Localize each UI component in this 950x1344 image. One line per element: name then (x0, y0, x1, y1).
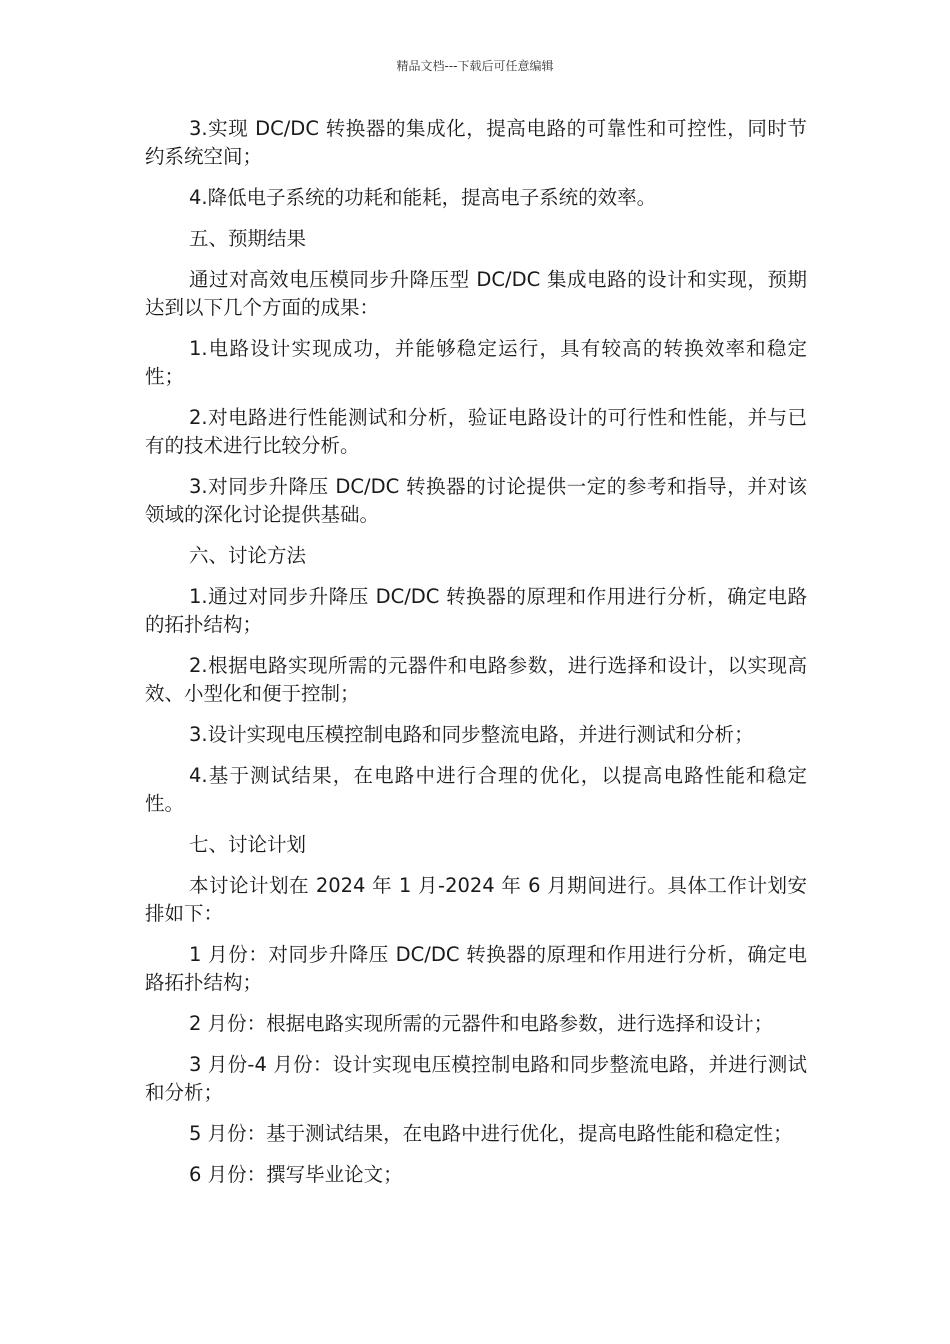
section-heading-plan: 七、讨论计划 (189, 833, 307, 856)
section-heading-methods: 六、讨论方法 (189, 544, 307, 567)
paragraph-plan-may: 5 月份：基于测试结果，在电路中进行优化，提高电路性能和稳定性； (189, 1122, 793, 1145)
paragraph-goal-3: 3.实现 DC/DC 转换器的集成化，提高电路的可靠性和可控性，同时节约系统空间； (145, 117, 807, 168)
paragraph-method-1: 1.通过对同步升降压 DC/DC 转换器的原理和作用进行分析，确定电路的拓扑结构； (145, 585, 807, 636)
page-header: 精品文档---下载后可任意编辑 (396, 59, 554, 73)
paragraph-plan-june: 6 月份：撰写毕业论文； (189, 1163, 403, 1186)
paragraph-plan-february: 2 月份：根据电路实现所需的元器件和电路参数，进行选择和设计； (189, 1012, 774, 1035)
document-body (145, 115, 807, 1202)
paragraph-results-intro: 通过对高效电压模同步升降压型 DC/DC 集成电路的设计和实现，预期达到以下几个方面的成果： (145, 268, 807, 319)
paragraph-method-4: 4.基于测试结果，在电路中进行合理的优化，以提高电路性能和稳定性。 (145, 764, 807, 815)
paragraph-plan-intro: 本讨论计划在 2024 年 1 月-2024 年 6 月期间进行。具体工作计划安排如下： (145, 874, 807, 925)
section-heading-expected-results: 五、预期结果 (189, 227, 307, 250)
paragraph-method-2: 2.根据电路实现所需的元器件和电路参数，进行选择和设计，以实现高效、小型化和便于控制； (145, 654, 807, 705)
paragraph-plan-march-april: 3 月份-4 月份：设计实现电压模控制电路和同步整流电路，并进行测试和分析； (145, 1053, 807, 1104)
paragraph-result-3: 3.对同步升降压 DC/DC 转换器的讨论提供一定的参考和指导，并对该领域的深化讨论提供基础。 (145, 475, 807, 526)
paragraph-method-3: 3.设计实现电压模控制电路和同步整流电路，并进行测试和分析； (189, 723, 754, 746)
paragraph-result-2: 2.对电路进行性能测试和分析，验证电路设计的可行性和性能，并与已有的技术进行比较分析。 (145, 406, 807, 457)
paragraph-result-1: 1.电路设计实现成功，并能够稳定运行，具有较高的转换效率和稳定性； (145, 337, 807, 388)
paragraph-plan-january: 1 月份：对同步升降压 DC/DC 转换器的原理和作用进行分析，确定电路拓扑结构； (145, 943, 807, 994)
paragraph-goal-4: 4.降低电子系统的功耗和能耗，提高电子系统的效率。 (189, 186, 657, 209)
